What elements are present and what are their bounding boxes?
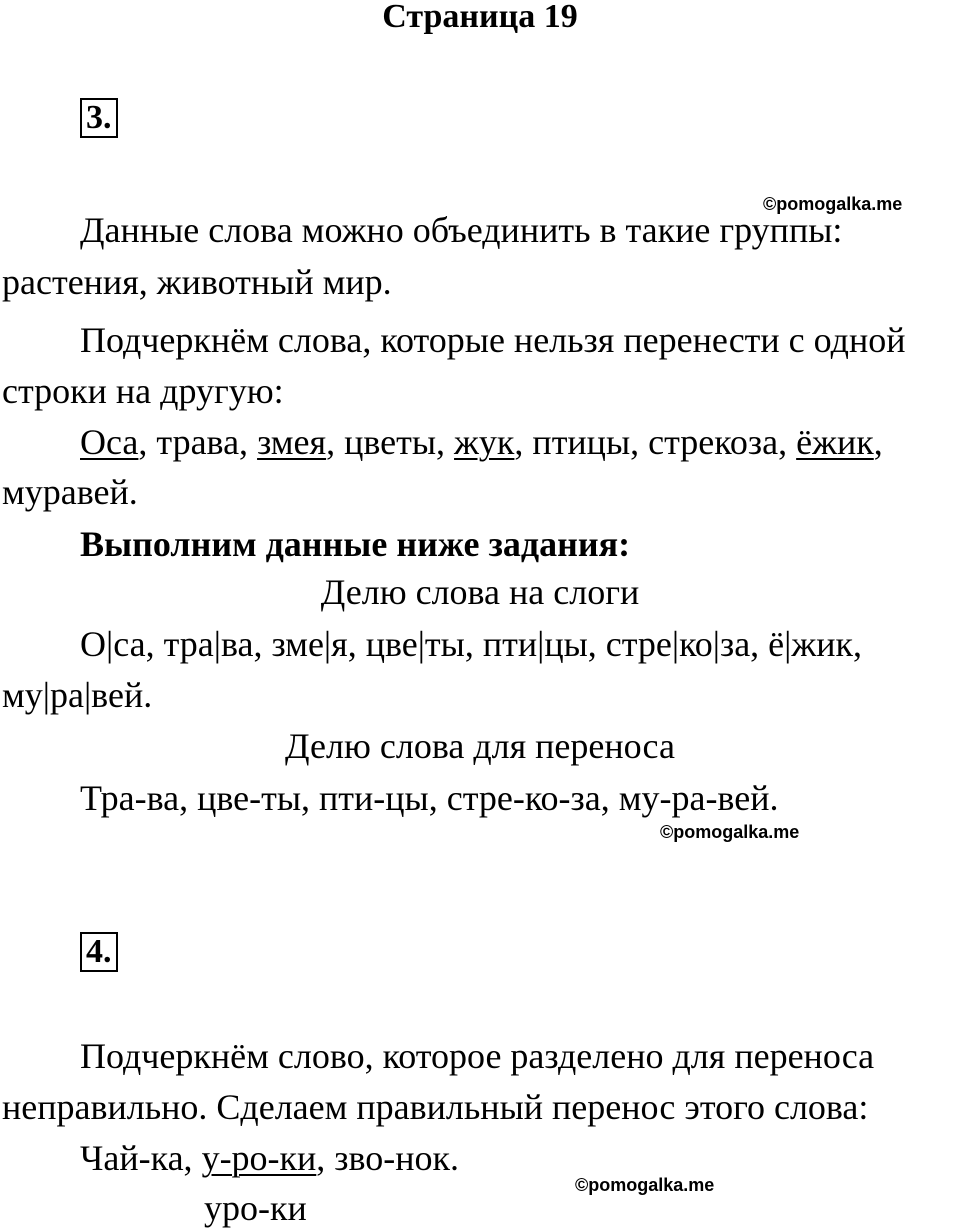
hyphenation-line: Тра-ва, цве-ты, пти-цы, стре-ко-за, му-ра-вей. — [80, 778, 779, 818]
underlined-word: у-ро-ки — [201, 1138, 317, 1178]
syllables-heading: Делю слова на слоги — [320, 572, 640, 612]
watermark: ©pomogalka.me — [575, 1175, 715, 1195]
answer-part: Чай-ка, — [80, 1138, 202, 1178]
word-separator: , — [873, 422, 883, 462]
watermark: ©pomogalka.me — [763, 194, 903, 214]
task-3-instruction-line-1: Подчеркнём слова, которые нельзя перенести с одной — [80, 320, 906, 360]
task-4-instruction-line-2: неправильно. Сделаем правильный перенос этого слова: — [2, 1087, 869, 1127]
underlined-word: жук — [454, 422, 515, 462]
watermark: ©pomogalka.me — [660, 822, 800, 842]
word-separator: , птицы, стрекоза, — [514, 422, 797, 462]
underlined-word: ёжик — [796, 422, 874, 462]
underlined-word: Оса — [80, 422, 139, 462]
task-3-groups-line-1: Данные слова можно объединить в такие группы: — [80, 210, 843, 250]
task-3-word-list-line-2: муравей. — [2, 472, 138, 512]
task-4-instruction-line-1: Подчеркнём слово, которое разделено для переноса — [80, 1036, 875, 1076]
task-3-number-box: 3. — [80, 98, 118, 138]
syllables-line-1: О|са, тра|ва, зме|я, цве|ты, пти|цы, стре|ко|за, ё|жик, — [80, 624, 862, 664]
hyphenation-heading: Делю слова для переноса — [285, 726, 675, 766]
syllables-line-2: му|ра|вей. — [2, 675, 153, 715]
answer-part: , зво-нок. — [316, 1138, 460, 1178]
word-separator: , цветы, — [326, 422, 455, 462]
task-3-word-list — [80, 422, 883, 462]
task-4-number-box: 4. — [80, 932, 118, 972]
underlined-word: змея — [257, 422, 327, 462]
task-3-groups-line-2: растения, животный мир. — [2, 262, 392, 302]
word-separator: , трава, — [138, 422, 258, 462]
tasks-heading: Выполним данные ниже задания: — [80, 524, 631, 564]
page-title: Страница 19 — [382, 0, 578, 35]
task-4-answer — [80, 1138, 459, 1178]
task-3-instruction-line-2: строки на другую: — [2, 371, 284, 411]
task-4-correction: уро-ки — [204, 1188, 307, 1228]
